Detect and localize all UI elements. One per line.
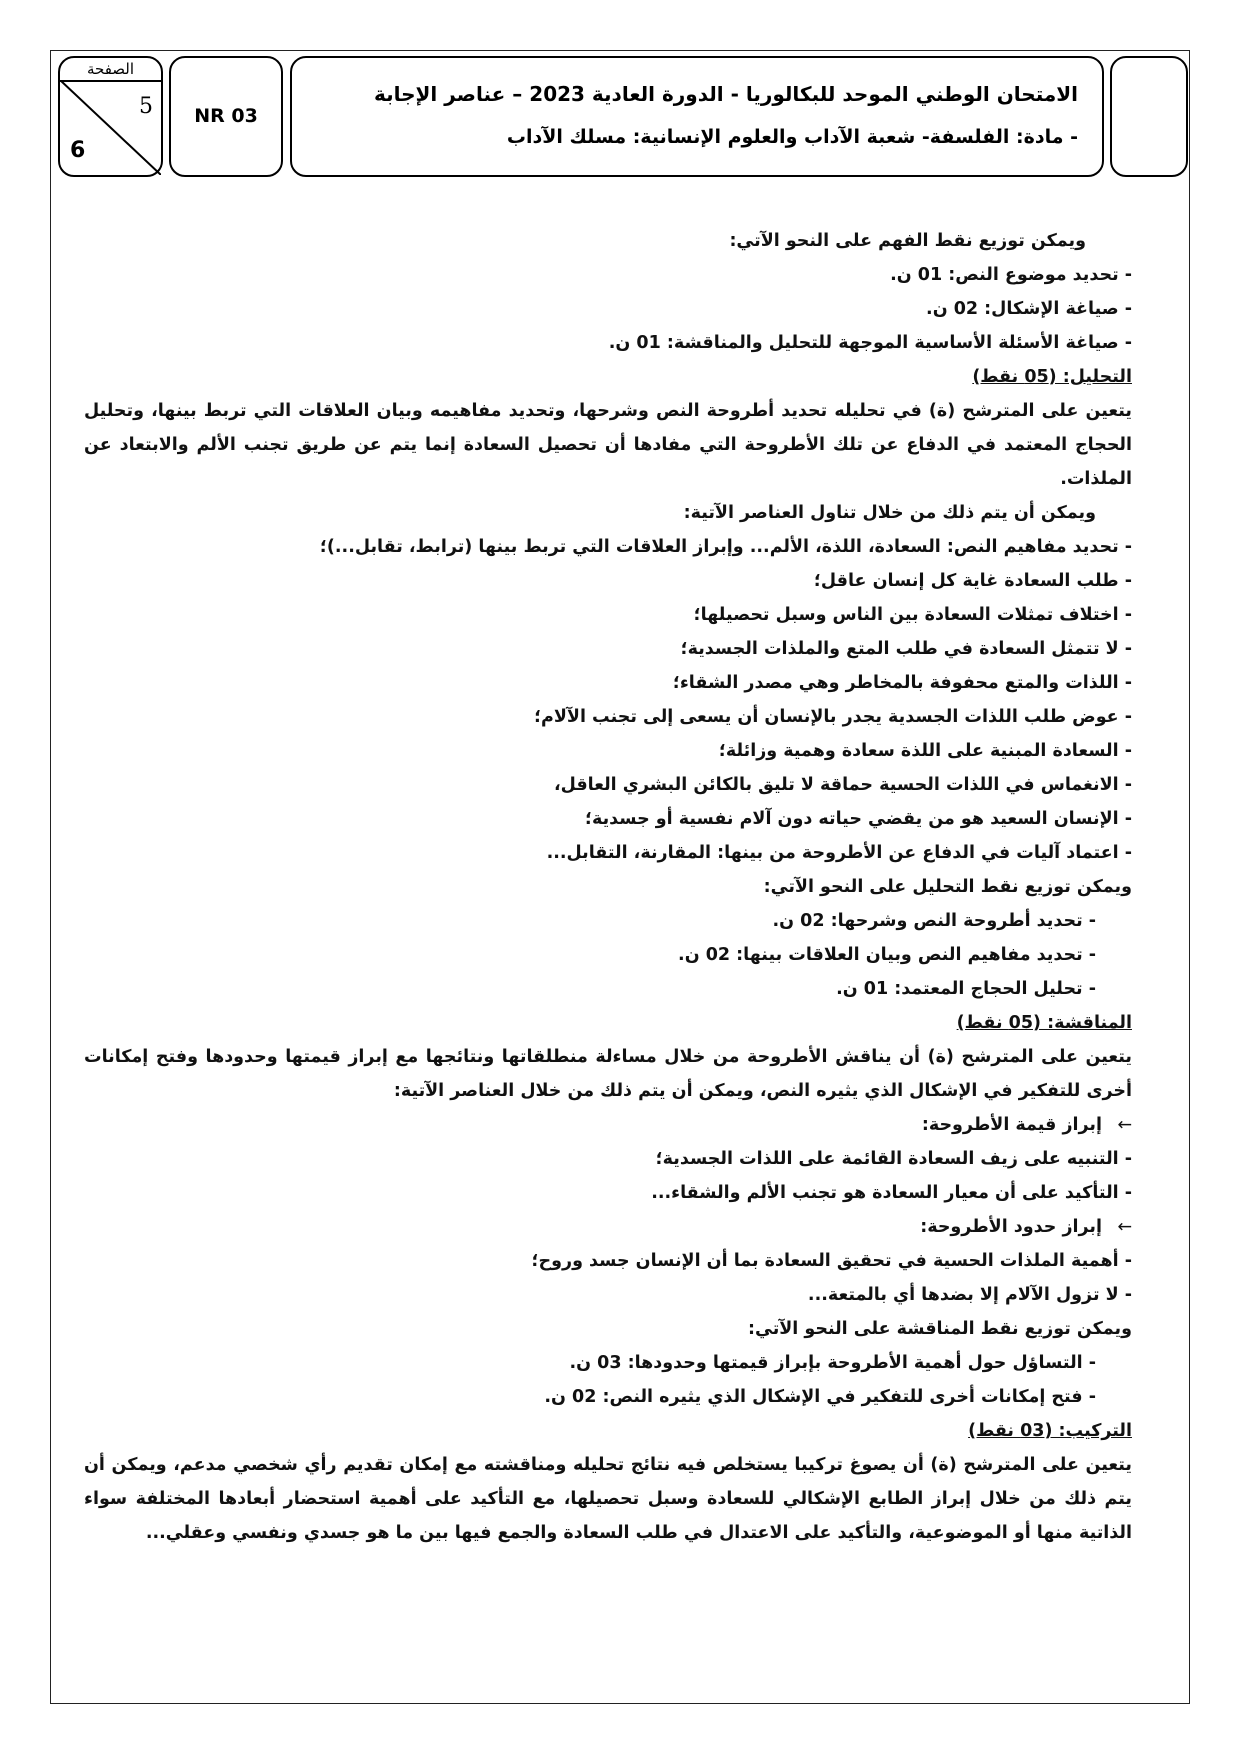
list-item: - أهمية الملذات الحسية في تحقيق السعادة بما أن الإنسان جسد وروح؛ bbox=[531, 1251, 1132, 1271]
list-item: - الإنسان السعيد هو من يقضي حياته دون آلام نفسية أو جسدية؛ bbox=[585, 809, 1132, 829]
list-item: - التأكيد على أن معيار السعادة هو تجنب الألم والشقاء... bbox=[651, 1183, 1132, 1203]
arrow-icon: ← bbox=[1117, 1217, 1132, 1237]
exam-code: NR 03 bbox=[194, 105, 258, 127]
list-item: - لا تزول الآلام إلا بضدها أي بالمتعة... bbox=[807, 1285, 1132, 1305]
discussion-title: المناقشة: (05 نقط) bbox=[956, 1013, 1132, 1033]
limits-heading: ←إبراز حدود الأطروحة: bbox=[84, 1210, 1132, 1244]
list-item: - اللذات والمتع محفوفة بالمخاطر وهي مصدر الشقاء؛ bbox=[672, 673, 1132, 693]
list-item: - فتح إمكانات أخرى للتفكير في الإشكال الذي يثيره النص: 02 ن. bbox=[544, 1387, 1096, 1407]
list-item: - الانغماس في اللذات الحسية حماقة لا تليق بالكائن البشري العاقل، bbox=[553, 775, 1132, 795]
list-item: - التساؤل حول أهمية الأطروحة بإبراز قيمتها وحدودها: 03 ن. bbox=[569, 1353, 1096, 1373]
list-item: - صياغة الأسئلة الأساسية الموجهة للتحليل والمناقشة: 01 ن. bbox=[608, 333, 1132, 353]
list-item: - اعتماد آليات في الدفاع عن الأطروحة من بينها: المقارنة، التقابل... bbox=[546, 843, 1132, 863]
list-item: - طلب السعادة غاية كل إنسان عاقل؛ bbox=[813, 571, 1132, 591]
list-item: - صياغة الإشكال: 02 ن. bbox=[926, 299, 1132, 319]
list-item: - تحليل الحجاج المعتمد: 01 ن. bbox=[836, 979, 1096, 999]
analysis-intro: ويمكن أن يتم ذلك من خلال تناول العناصر الآتية: bbox=[683, 503, 1096, 523]
page-total: 6 bbox=[70, 138, 86, 163]
analysis-title: التحليل: (05 نقط) bbox=[972, 367, 1132, 387]
list-item: - السعادة المبنية على اللذة سعادة وهمية وزائلة؛ bbox=[718, 741, 1132, 761]
list-item: - اختلاف تمثلات السعادة بين الناس وسبل تحصيلها؛ bbox=[693, 605, 1132, 625]
exam-subject: - مادة: الفلسفة- شعبة الآداب والعلوم الإنسانية: مسلك الآداب bbox=[506, 126, 1078, 148]
list-item: - تحديد مفاهيم النص: السعادة، اللذة، الألم... وإبراز العلاقات التي تربط بينها (ترابط، تقابل...)؛ bbox=[319, 537, 1132, 557]
page-label: الصفحة bbox=[60, 58, 161, 82]
exam-code-box bbox=[169, 56, 283, 177]
list-item: - التنبيه على زيف السعادة القائمة على اللذات الجسدية؛ bbox=[655, 1149, 1132, 1169]
list-item: - تحديد أطروحة النص وشرحها: 02 ن. bbox=[772, 911, 1096, 931]
exam-title-box bbox=[290, 56, 1104, 177]
list-item: - تحديد مفاهيم النص وبيان العلاقات بينها: 02 ن. bbox=[678, 945, 1096, 965]
list-item: - تحديد موضوع النص: 01 ن. bbox=[890, 265, 1132, 285]
exam-title: الامتحان الوطني الموحد للبكالوريا - الدورة العادية 2023 – عناصر الإجابة bbox=[373, 82, 1078, 106]
discussion-dist-intro: ويمكن توزيع نقط المناقشة على النحو الآتي: bbox=[747, 1319, 1132, 1339]
arrow-icon: ← bbox=[1117, 1115, 1132, 1135]
analysis-dist-intro: ويمكن توزيع نقط التحليل على النحو الآتي: bbox=[763, 877, 1132, 897]
page-number-box bbox=[58, 56, 163, 177]
blank-box bbox=[1110, 56, 1188, 177]
answer-content bbox=[84, 224, 1132, 1550]
synthesis-title: التركيب: (03 نقط) bbox=[968, 1421, 1132, 1441]
page-number: 5 bbox=[139, 94, 153, 119]
discussion-paragraph: يتعين على المترشح (ة) أن يناقش الأطروحة من خلال مساءلة منطلقاتها ونتائجها مع إبراز قيمتها وحدودها وفتح إمكانات أخرى للتفكير في الإشكال الذي يثيره النص، ويمكن أن يتم ذلك من خلال العناصر الآتية: bbox=[84, 1047, 1132, 1101]
analysis-paragraph: يتعين على المترشح (ة) في تحليله تحديد أطروحة النص وشرحها، وتحديد مفاهيمه وبيان العلاقات التي تربط بينها، وتحليل الحجاج المعتمد في الدفاع عن تلك الأطروحة التي مفادها أن تحصيل السعادة إنما يتم عن طريق تجنب الألم والابتعاد عن الملذات. bbox=[84, 401, 1132, 489]
value-heading: ←إبراز قيمة الأطروحة: bbox=[84, 1108, 1132, 1142]
understanding-intro: ويمكن توزيع نقط الفهم على النحو الآتي: bbox=[729, 231, 1086, 251]
synthesis-paragraph: يتعين على المترشح (ة) أن يصوغ تركيبا يستخلص فيه نتائج تحليله ومناقشته مع إمكان تقديم رأي شخصي مدعم، ويمكن أن يتم ذلك من خلال إبراز الطابع الإشكالي للسعادة وسبل تحصيلها، مع التأكيد على أهمية استحضار أبعادها المختلفة سواء الذاتية منها أو الموضوعية، والتأكيد على الاعتدال في طلب السعادة والجمع فيها بين ما هو جسدي ونفسي وعقلي... bbox=[84, 1455, 1132, 1543]
list-item: - لا تتمثل السعادة في طلب المتع والملذات الجسدية؛ bbox=[680, 639, 1132, 659]
list-item: - عوض طلب اللذات الجسدية يجدر بالإنسان أن يسعى إلى تجنب الآلام؛ bbox=[534, 707, 1132, 727]
